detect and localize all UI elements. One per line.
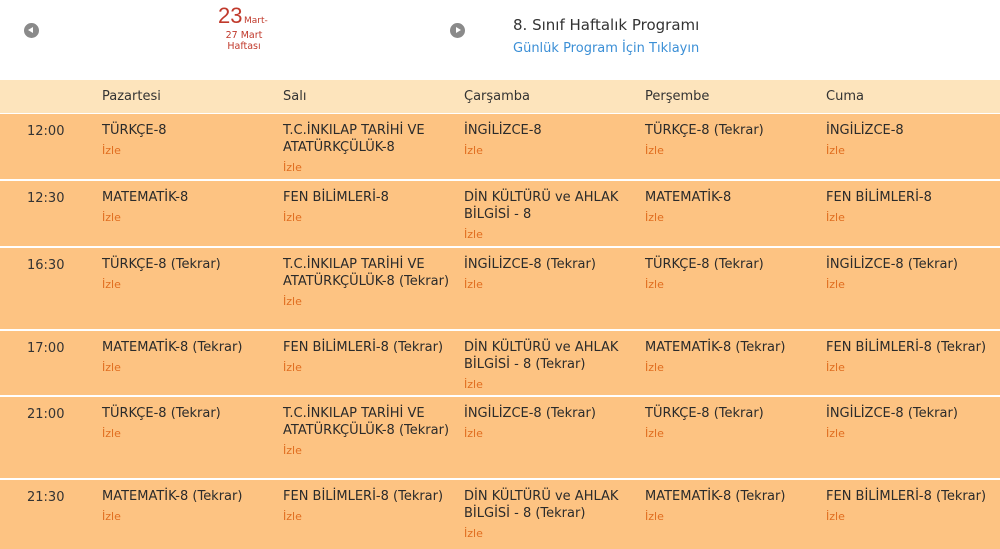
watch-link[interactable]: İzle: [464, 378, 483, 391]
chevron-left-icon[interactable]: [24, 23, 39, 38]
schedule-cell-wednesday: [464, 488, 639, 542]
watch-link[interactable]: İzle: [283, 510, 302, 523]
watch-link[interactable]: İzle: [826, 144, 845, 157]
subject-name: DİN KÜLTÜRÜ ve AHLAK BİLGİSİ - 8 (Tekrar): [464, 489, 619, 521]
subject-name: MATEMATİK-8: [102, 190, 189, 205]
chevron-right-icon[interactable]: [450, 23, 465, 38]
schedule-cell-friday: [826, 405, 1000, 442]
subject-name: FEN BİLİMLERİ-8 (Tekrar): [826, 340, 987, 355]
subject-name: İNGİLİZCE-8 (Tekrar): [826, 257, 958, 272]
schedule-cell-friday: [826, 339, 1000, 376]
schedule-cell-tuesday: [283, 405, 458, 459]
schedule-cell-wednesday: [464, 122, 639, 159]
watch-link[interactable]: İzle: [283, 444, 302, 457]
watch-link[interactable]: İzle: [102, 211, 121, 224]
watch-link[interactable]: İzle: [102, 427, 121, 440]
schedule-cell-monday: [102, 405, 277, 442]
schedule-cell-tuesday: [283, 256, 458, 310]
watch-link[interactable]: İzle: [645, 361, 664, 374]
subject-name: FEN BİLİMLERİ-8: [826, 190, 932, 205]
schedule-cell-wednesday: [464, 339, 639, 393]
schedule-cell-monday: [102, 122, 277, 159]
subject-name: MATEMATİK-8 (Tekrar): [645, 489, 786, 504]
watch-link[interactable]: İzle: [645, 510, 664, 523]
week-date-badge: [214, 4, 278, 60]
schedule-cell-thursday: [645, 405, 820, 442]
subject-name: İNGİLİZCE-8: [826, 123, 904, 138]
subject-name: MATEMATİK-8: [645, 190, 732, 205]
table-row: [0, 397, 1000, 478]
schedule-cell-wednesday: [464, 405, 639, 442]
subject-name: TÜRKÇE-8 (Tekrar): [645, 406, 764, 421]
column-header-friday: Cuma: [826, 89, 864, 104]
table-row: [0, 248, 1000, 329]
week-start-month: Mart-: [244, 16, 268, 26]
watch-link[interactable]: İzle: [645, 427, 664, 440]
subject-name: İNGİLİZCE-8 (Tekrar): [464, 257, 596, 272]
watch-link[interactable]: İzle: [102, 361, 121, 374]
schedule-cell-friday: [826, 488, 1000, 525]
schedule-cell-thursday: [645, 122, 820, 159]
subject-name: T.C.İNKILAP TARİHİ VE ATATÜRKÇÜLÜK-8: [283, 123, 425, 155]
subject-name: T.C.İNKILAP TARİHİ VE ATATÜRKÇÜLÜK-8 (Tekrar): [283, 257, 450, 289]
schedule-cell-thursday: [645, 189, 820, 226]
subject-name: TÜRKÇE-8 (Tekrar): [102, 257, 221, 272]
watch-link[interactable]: İzle: [826, 361, 845, 374]
subject-name: FEN BİLİMLERİ-8 (Tekrar): [826, 489, 987, 504]
schedule-cell-thursday: [645, 488, 820, 525]
watch-link[interactable]: İzle: [826, 427, 845, 440]
table-header-row: [0, 80, 1000, 113]
schedule-cell-tuesday: [283, 189, 458, 226]
watch-link[interactable]: İzle: [464, 427, 483, 440]
schedule-cell-monday: [102, 256, 277, 293]
subject-name: İNGİLİZCE-8 (Tekrar): [826, 406, 958, 421]
page-title: 8. Sınıf Haftalık Programı: [513, 16, 700, 34]
subject-name: DİN KÜLTÜRÜ ve AHLAK BİLGİSİ - 8: [464, 190, 619, 222]
table-row: [0, 480, 1000, 549]
watch-link[interactable]: İzle: [102, 510, 121, 523]
watch-link[interactable]: İzle: [645, 278, 664, 291]
column-header-tuesday: Salı: [283, 89, 307, 104]
subject-name: TÜRKÇE-8 (Tekrar): [102, 406, 221, 421]
schedule-cell-tuesday: [283, 122, 458, 176]
daily-program-link[interactable]: Günlük Program İçin Tıklayın: [513, 41, 700, 56]
week-end-date: 27 Mart: [225, 30, 263, 41]
subject-name: TÜRKÇE-8 (Tekrar): [645, 123, 764, 138]
subject-name: MATEMATİK-8 (Tekrar): [102, 489, 243, 504]
subject-name: FEN BİLİMLERİ-8 (Tekrar): [283, 489, 444, 504]
watch-link[interactable]: İzle: [645, 211, 664, 224]
watch-link[interactable]: İzle: [464, 278, 483, 291]
watch-link[interactable]: İzle: [464, 527, 483, 540]
subject-name: MATEMATİK-8 (Tekrar): [645, 340, 786, 355]
table-row: [0, 181, 1000, 246]
schedule-cell-tuesday: [283, 339, 458, 376]
column-header-monday: Pazartesi: [102, 89, 161, 104]
time-slot: 21:30: [27, 490, 65, 505]
watch-link[interactable]: İzle: [464, 144, 483, 157]
watch-link[interactable]: İzle: [826, 278, 845, 291]
schedule-cell-wednesday: [464, 189, 639, 243]
schedule-cell-friday: [826, 122, 1000, 159]
schedule-cell-tuesday: [283, 488, 458, 525]
watch-link[interactable]: İzle: [102, 144, 121, 157]
schedule-cell-friday: [826, 256, 1000, 293]
schedule-cell-monday: [102, 488, 277, 525]
schedule-cell-thursday: [645, 339, 820, 376]
schedule-cell-thursday: [645, 256, 820, 293]
time-slot: 17:00: [27, 341, 65, 356]
watch-link[interactable]: İzle: [464, 228, 483, 241]
subject-name: İNGİLİZCE-8 (Tekrar): [464, 406, 596, 421]
subject-name: TÜRKÇE-8: [102, 123, 167, 138]
table-row: [0, 114, 1000, 179]
watch-link[interactable]: İzle: [102, 278, 121, 291]
time-slot: 16:30: [27, 258, 65, 273]
subject-name: T.C.İNKILAP TARİHİ VE ATATÜRKÇÜLÜK-8 (Tekrar): [283, 406, 450, 438]
schedule-cell-wednesday: [464, 256, 639, 293]
subject-name: DİN KÜLTÜRÜ ve AHLAK BİLGİSİ - 8 (Tekrar): [464, 340, 619, 372]
time-slot: 12:00: [27, 124, 65, 139]
subject-name: MATEMATİK-8 (Tekrar): [102, 340, 243, 355]
schedule-cell-monday: [102, 339, 277, 376]
column-header-wednesday: Çarşamba: [464, 89, 531, 104]
top-bar: [0, 0, 1000, 80]
time-slot: 21:00: [27, 407, 65, 422]
schedule-cell-friday: [826, 189, 1000, 226]
subject-name: TÜRKÇE-8 (Tekrar): [645, 257, 764, 272]
watch-link[interactable]: İzle: [645, 144, 664, 157]
watch-link[interactable]: İzle: [283, 211, 302, 224]
watch-link[interactable]: İzle: [283, 161, 302, 174]
table-row: [0, 331, 1000, 395]
time-slot: 12:30: [27, 191, 65, 206]
week-label: Haftası: [227, 41, 261, 52]
schedule-cell-monday: [102, 189, 277, 226]
watch-link[interactable]: İzle: [283, 295, 302, 308]
subject-name: İNGİLİZCE-8: [464, 123, 542, 138]
watch-link[interactable]: İzle: [826, 211, 845, 224]
column-header-thursday: Perşembe: [645, 89, 710, 104]
week-start-day: 23: [218, 3, 243, 28]
watch-link[interactable]: İzle: [826, 510, 845, 523]
subject-name: FEN BİLİMLERİ-8: [283, 190, 389, 205]
watch-link[interactable]: İzle: [283, 361, 302, 374]
subject-name: FEN BİLİMLERİ-8 (Tekrar): [283, 340, 444, 355]
